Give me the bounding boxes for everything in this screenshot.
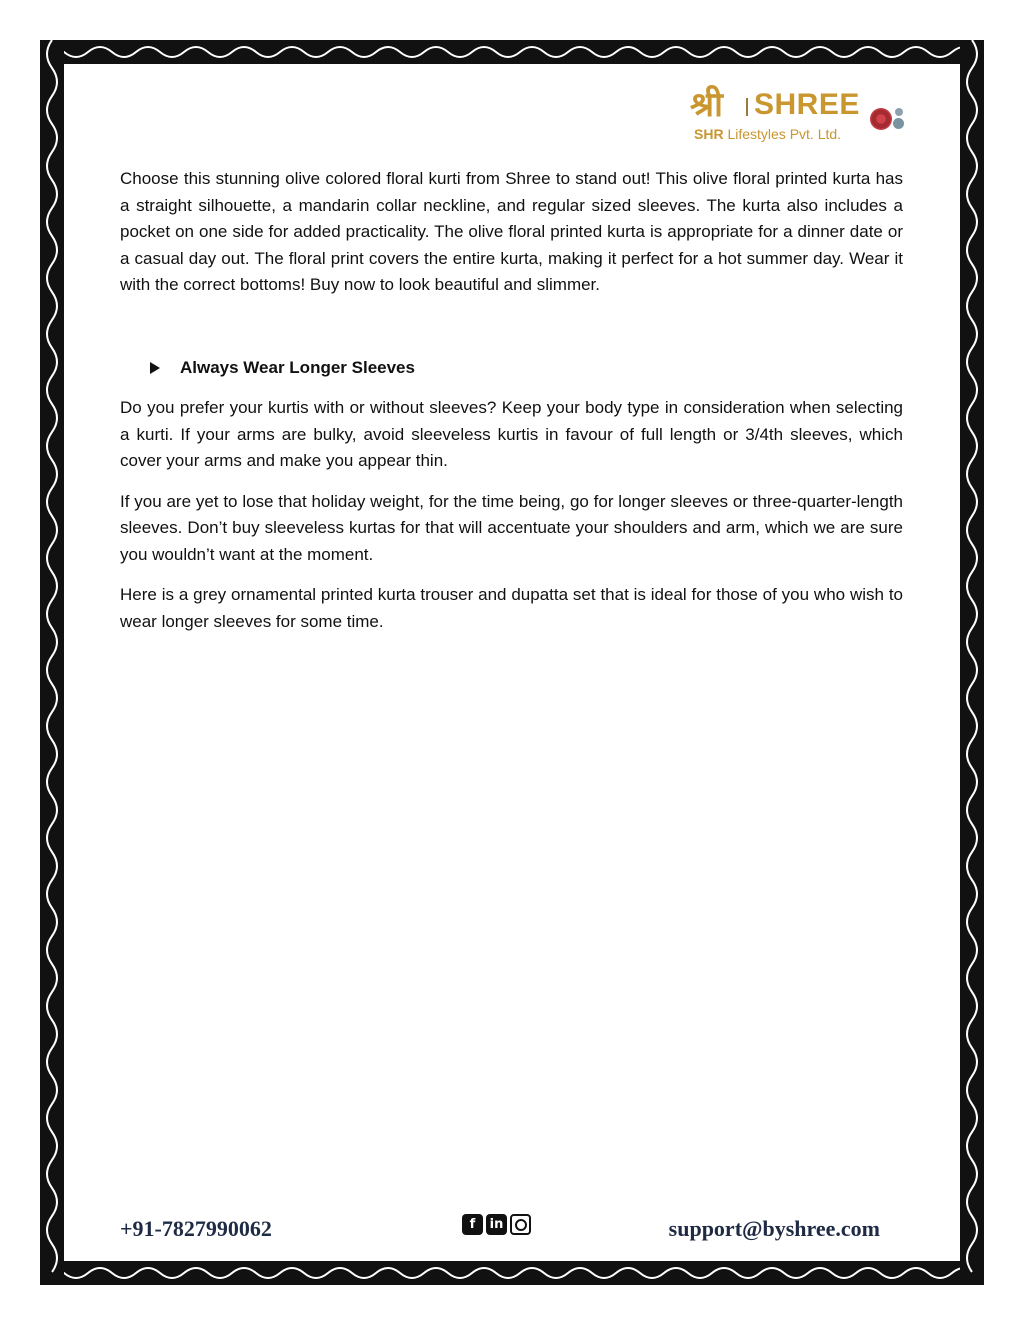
linkedin-icon[interactable]: in: [486, 1214, 507, 1235]
section-heading: [150, 355, 903, 382]
logo-brand-name: SHREE: [754, 88, 860, 121]
facebook-icon[interactable]: f: [462, 1214, 483, 1235]
contact-phone[interactable]: +91-7827990062: [120, 1216, 272, 1241]
paragraph-intro: Choose this stunning olive colored floral kurti from Shree to stand out! This olive floral printed kurta has a straight silhouette, a mandarin collar neckline, and regular sized sleeves. The kurta also includes a pocket on one side for added practicality. The olive floral printed kurta is appropriate for a dinner date or a casual day out. The floral print covers the entire kurta, making it perfect for a hot summer day. Wear it with the correct bottoms! Buy now to look beautiful and slimmer.: [120, 169, 903, 294]
brand-logo: [690, 85, 910, 148]
arrow-bullet-icon: [150, 362, 160, 374]
dot-icon: [893, 118, 904, 129]
dot-icon: [895, 108, 903, 116]
decorative-border-right: [960, 40, 984, 1285]
decorative-border-top: [40, 40, 984, 64]
logo-company-name: [694, 126, 841, 142]
article-body: [120, 166, 903, 649]
paragraph-recommendation: Here is a grey ornamental printed kurta trouser and dupatta set that is ideal for those of you who wish to wear longer sleeves for some time.: [120, 585, 903, 631]
logo-divider: [746, 98, 748, 116]
logo-company-rest: Lifestyles Pvt. Ltd.: [723, 126, 842, 142]
decorative-border-bottom: [40, 1261, 984, 1285]
decorative-border-left: [40, 40, 64, 1285]
flower-icon: [870, 108, 892, 130]
section-heading-text: Always Wear Longer Sleeves: [180, 357, 415, 377]
logo-devanagari-text: श्री: [690, 85, 723, 125]
instagram-icon[interactable]: [510, 1214, 531, 1235]
social-links: [462, 1214, 531, 1235]
paragraph-holiday-weight: If you are yet to lose that holiday weight, for the time being, go for longer sleeves or three-quarter-length sleeves. Don’t buy sleeveless kurtas for that will accentuate your shoulders and arm, which we are sure you wouldn’t want at the moment.: [120, 491, 903, 564]
logo-company-bold: SHR: [694, 126, 724, 142]
contact-email[interactable]: support@byshree.com: [668, 1216, 880, 1241]
paragraph-sleeves: Do you prefer your kurtis with or without sleeves? Keep your body type in consideration when selecting a kurti. If your arms are bulky, avoid sleeveless kurtis in favour of full length or 3/4th sleeves, which cover your arms and make you appear thin.: [120, 398, 903, 470]
page-footer: [120, 1212, 880, 1248]
